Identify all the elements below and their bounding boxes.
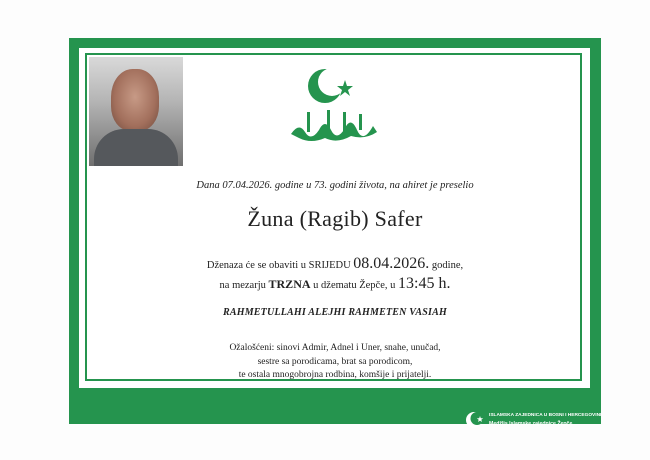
funeral-suffix: godine, (431, 260, 464, 271)
burial-line (150, 275, 520, 293)
photo-face (111, 69, 159, 131)
crescent-star-calligraphy-icon (285, 64, 385, 154)
mourners-line: sestre sa porodicama, brat sa porodicom, (257, 356, 413, 367)
burial-place: TRZNA (268, 277, 311, 291)
organization-footer (465, 410, 615, 434)
mourners-line: te ostala mnogobrojna rodbina, komšije i prijatelji. (238, 370, 432, 380)
prayer-line: RAHMETULLAHI ALEJHI RAHMETEN VASIAH (223, 307, 447, 318)
funeral-date: 08.04.2026. (353, 255, 430, 272)
burial-time: 13:45 h. (398, 275, 451, 292)
burial-prefix: na mezarju (219, 280, 266, 291)
intro-line: Dana 07.04.2026. godine u 73. godini života, na ahiret je preselio (196, 180, 474, 191)
funeral-day: SRIJEDU (308, 260, 351, 271)
mourners-block (150, 342, 520, 383)
burial-middle: u džematu Žepče, u (313, 280, 396, 291)
org-name: ISLAMSKA ZAJEDNICA U BOSNI I HERCEGOVINI (489, 413, 602, 418)
deceased-name: Žuna (Ragib) Safer (247, 206, 423, 231)
deceased-photo (89, 57, 183, 166)
funeral-prefix: Dženaza će se obaviti u (206, 260, 307, 271)
crescent-star-icon (465, 410, 485, 430)
mourners-line: Ožalošćeni: sinovi Admir, Adnel i Uner, snahe, unučad, (229, 343, 441, 353)
funeral-line (150, 255, 520, 273)
org-branch: Medžlis Islamske zajednice Žepče (489, 421, 573, 427)
photo-shoulders (94, 129, 178, 166)
